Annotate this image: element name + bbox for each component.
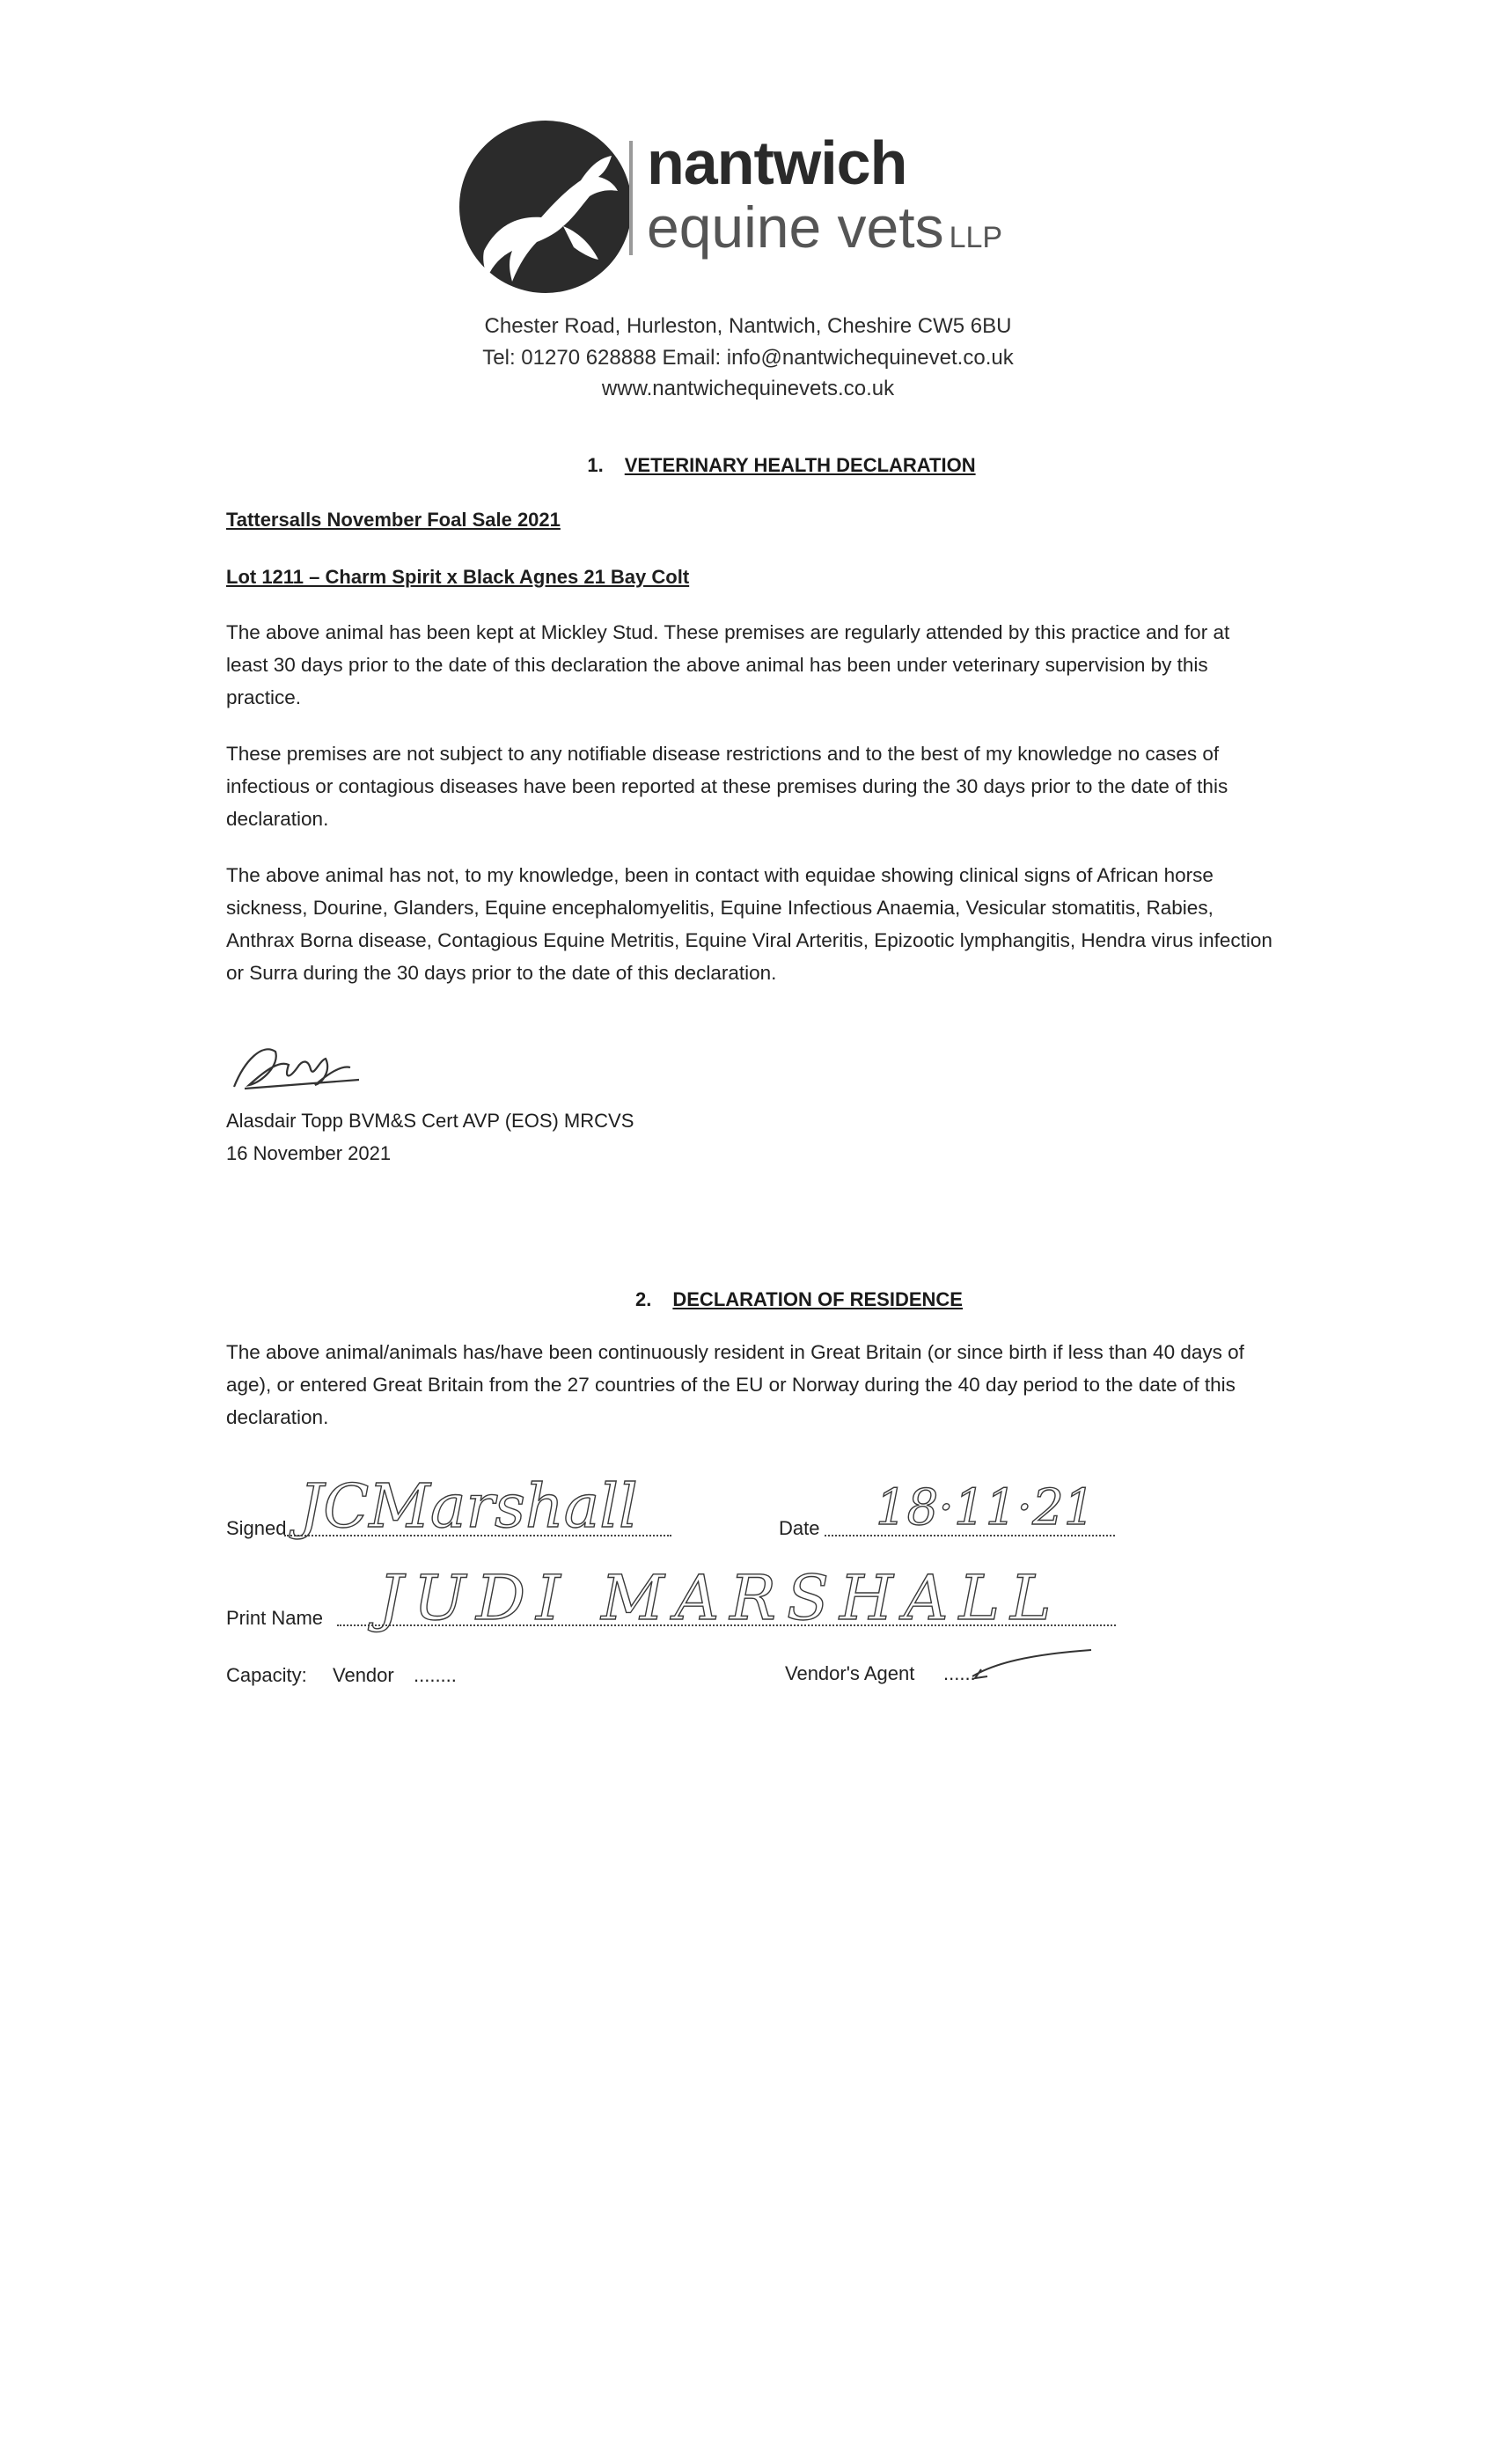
section1-heading: 1. VETERINARY HEALTH DECLARATION bbox=[587, 454, 976, 476]
paragraph-restrictions: These premises are not subject to any notifiable disease restrictions and to the best of my knowledge no cases of infectious or contagious diseases have been reported at these premises during the 30 days prior to the date of this declaration. bbox=[226, 743, 1228, 830]
lot-title: Lot 1211 – Charm Spirit x Black Agnes 21 Bay Colt bbox=[226, 566, 690, 588]
signed-handwriting bbox=[295, 1465, 673, 1540]
section2-heading: 2. DECLARATION OF RESIDENCE bbox=[635, 1288, 963, 1310]
vet-sign-date: 16 November 2021 bbox=[226, 1142, 392, 1164]
logo-subtitle: equine vets LLP bbox=[647, 194, 1003, 260]
signed-label: Signed bbox=[226, 1517, 287, 1539]
agent-tick-mark bbox=[968, 1641, 1100, 1685]
horse-logo-icon bbox=[458, 119, 634, 295]
contact-line: Tel: 01270 628888 Email: info@nantwichequinevet.co.uk bbox=[482, 346, 1014, 370]
vet-signature-icon bbox=[227, 1034, 368, 1096]
capacity-label: Capacity: bbox=[226, 1664, 307, 1686]
svg-text:JCMarshall: JCMarshall bbox=[299, 1472, 638, 1542]
date-label: Date bbox=[779, 1517, 820, 1539]
print-name-handwriting bbox=[374, 1553, 1062, 1634]
logo-wordmark: nantwich bbox=[647, 128, 907, 197]
svg-text:18·11·21: 18·11·21 bbox=[876, 1479, 1096, 1536]
agent-dots: ...... bbox=[943, 1662, 976, 1684]
address-line: Chester Road, Hurleston, Nantwich, Cheshire CW5 6BU bbox=[484, 314, 1012, 338]
sale-title: Tattersalls November Foal Sale 2021 bbox=[226, 509, 561, 531]
paragraph-contact: The above animal has not, to my knowledge, been in contact with equidae showing clinical signs of African horse sickness, Dourine, Glanders, Equine encephalomyelitis, Equine Infectious Anaemia, Vesicular stomatitis, Rabies, Anthrax Borna disease, Contagious Equine Metritis, Equine Viral Arteritis, Epizootic lymphangitis, Hendra virus infection or Surra during the 30 days prior to the date of this declaration. bbox=[226, 864, 1272, 984]
svg-text:JUDI MARSHALL: JUDI MARSHALL bbox=[378, 1562, 1062, 1634]
agent-label: Vendor's Agent bbox=[785, 1662, 915, 1684]
vendor-label: Vendor bbox=[333, 1664, 394, 1686]
logo-divider bbox=[629, 141, 633, 255]
vendor-dots: ........ bbox=[414, 1664, 457, 1686]
print-name-label: Print Name bbox=[226, 1607, 324, 1629]
paragraph-residence: The above animal/animals has/have been continuously resident in Great Britain (or since birth if less than 40 days of age), or entered Great Britain from the 27 countries of the EU or Norway during the 40 day period to the date of this declaration. bbox=[226, 1341, 1244, 1428]
vet-signatory: Alasdair Topp BVM&S Cert AVP (EOS) MRCVS bbox=[226, 1110, 634, 1132]
date-handwriting bbox=[871, 1470, 1100, 1540]
paragraph-supervision: The above animal has been kept at Mickley Stud. These premises are regularly attended by this practice and for at least 30 days prior to the date of this declaration the above animal has been under veterinary supervision by this practice. bbox=[226, 621, 1230, 708]
website-line: www.nantwichequinevets.co.uk bbox=[601, 377, 895, 400]
